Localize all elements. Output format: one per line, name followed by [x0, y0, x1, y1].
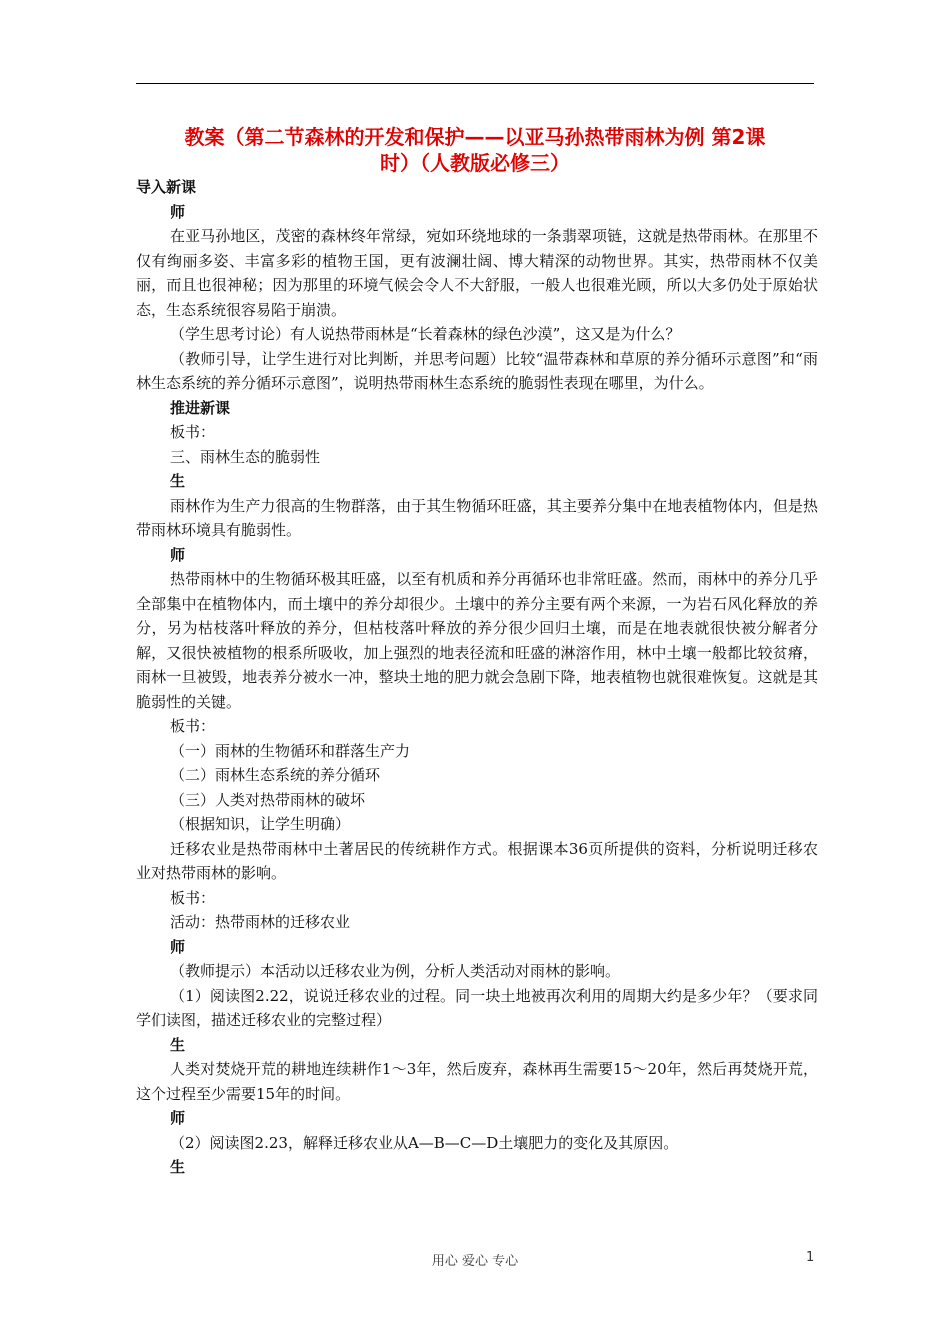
header-rule [136, 83, 814, 84]
speaker-student: 生 [170, 1158, 186, 1176]
list-item: （一）雨林的生物循环和群落生产力 [170, 741, 411, 760]
list-item: （二）雨林生态系统的养分循环 [170, 766, 381, 784]
board-label: 板书： [170, 717, 216, 735]
page-number: 1 [806, 1250, 815, 1265]
paragraph: 雨林作为生产力很高的生物群落，由于其生物循环旺盛，其主要养分集中在地表植物体内，但是热带雨林环境具有脆弱性。 [136, 496, 818, 539]
heading-new-lesson: 推进新课 [170, 398, 231, 417]
paragraph: 在亚马孙地区，茂密的森林终年常绿，宛如环绕地球的一条翡翠项链，这就是热带雨林。在那里不仅有绚丽多姿、丰富多彩的植物王国，更有波澜壮阔、博大精深的动物世界。其实，热带雨林不仅美丽，而且也很神秘；因为那里的环境气候会令人不大舒服，一般人也很难光顾，所以大多仍处于原始状态，生态系统很容易陷于崩溃。 [136, 227, 818, 319]
speaker-teacher: 师 [170, 545, 186, 564]
paragraph: （1）阅读图2.22，说说迁移农业的过程。同一块土地被再次利用的周期大约是多少年？（要求同学们读图，描述迁移农业的完整过程） [136, 986, 818, 1029]
board-label: 板书： [170, 888, 216, 907]
title-line-1: 教案（第二节森林的开发和保护——以亚马孙热带雨林为例 第2课 [184, 125, 766, 149]
paragraph: （根据知识，让学生明确） [170, 815, 351, 833]
paragraph: 热带雨林中的生物循环极其旺盛，以至有机质和养分再循环也非常旺盛。然而，雨林中的养分几乎全部集中在植物体内，而土壤中的养分却很少。土壤中的养分主要有两个来源，一为岩石风化释放的养分，另为枯枝落叶释放的养分，但枯枝落叶释放的养分很少回归土壤，而是在地表就很快被分解者分解，又很快被植物的根系所吸收，加上强烈的地表径流和旺盛的淋溶作用，林中土壤一般都比较贫瘠，雨林一旦被毁，地表养分被水一冲，整块土地的肥力就会急剧下降，地表植物也就很难恢复。这就是其脆弱性的关键。 [136, 570, 818, 711]
section-heading: 三、雨林生态的脆弱性 [170, 447, 321, 466]
paragraph: 迁移农业是热带雨林中土著居民的传统耕作方式。根据课本36页所提供的资料，分析说明迁移农业对热带雨林的影响。 [136, 839, 818, 882]
title-line-2: 时）（人教版必修三） [380, 151, 570, 175]
activity-heading: 活动：热带雨林的迁移农业 [170, 913, 351, 931]
paragraph: （教师提示）本活动以迁移农业为例，分析人类活动对雨林的影响。 [170, 962, 621, 980]
document-body [136, 175, 818, 1180]
paragraph: （2）阅读图2.23，解释迁移农业从A—B—C—D土壤肥力的变化及其原因。 [170, 1133, 679, 1152]
speaker-teacher: 师 [170, 1109, 186, 1127]
list-item: （三）人类对热带雨林的破坏 [170, 790, 366, 809]
page-title [120, 124, 830, 176]
speaker-teacher: 师 [170, 937, 186, 956]
speaker-student: 生 [170, 1035, 186, 1054]
speaker-teacher: 师 [170, 202, 186, 221]
paragraph: （学生思考讨论）有人说热带雨林是“长着森林的绿色沙漠”，这又是为什么？ [170, 325, 681, 343]
speaker-student: 生 [170, 472, 186, 490]
heading-intro: 导入新课 [136, 178, 197, 196]
paragraph: 人类对焚烧开荒的耕地连续耕作1～3年，然后废弃，森林再生需要15～20年，然后再焚烧开荒，这个过程至少需要15年的时间。 [136, 1060, 818, 1103]
page-footer: 用心 爱心 专心 [431, 1254, 519, 1269]
paragraph: （教师引导，让学生进行对比判断，并思考问题）比较“温带森林和草原的养分循环示意图”和“雨林生态系统的养分循环示意图”，说明热带雨林生态系统的脆弱性表现在哪里，为什么。 [136, 349, 818, 392]
board-label: 板书： [170, 423, 216, 441]
